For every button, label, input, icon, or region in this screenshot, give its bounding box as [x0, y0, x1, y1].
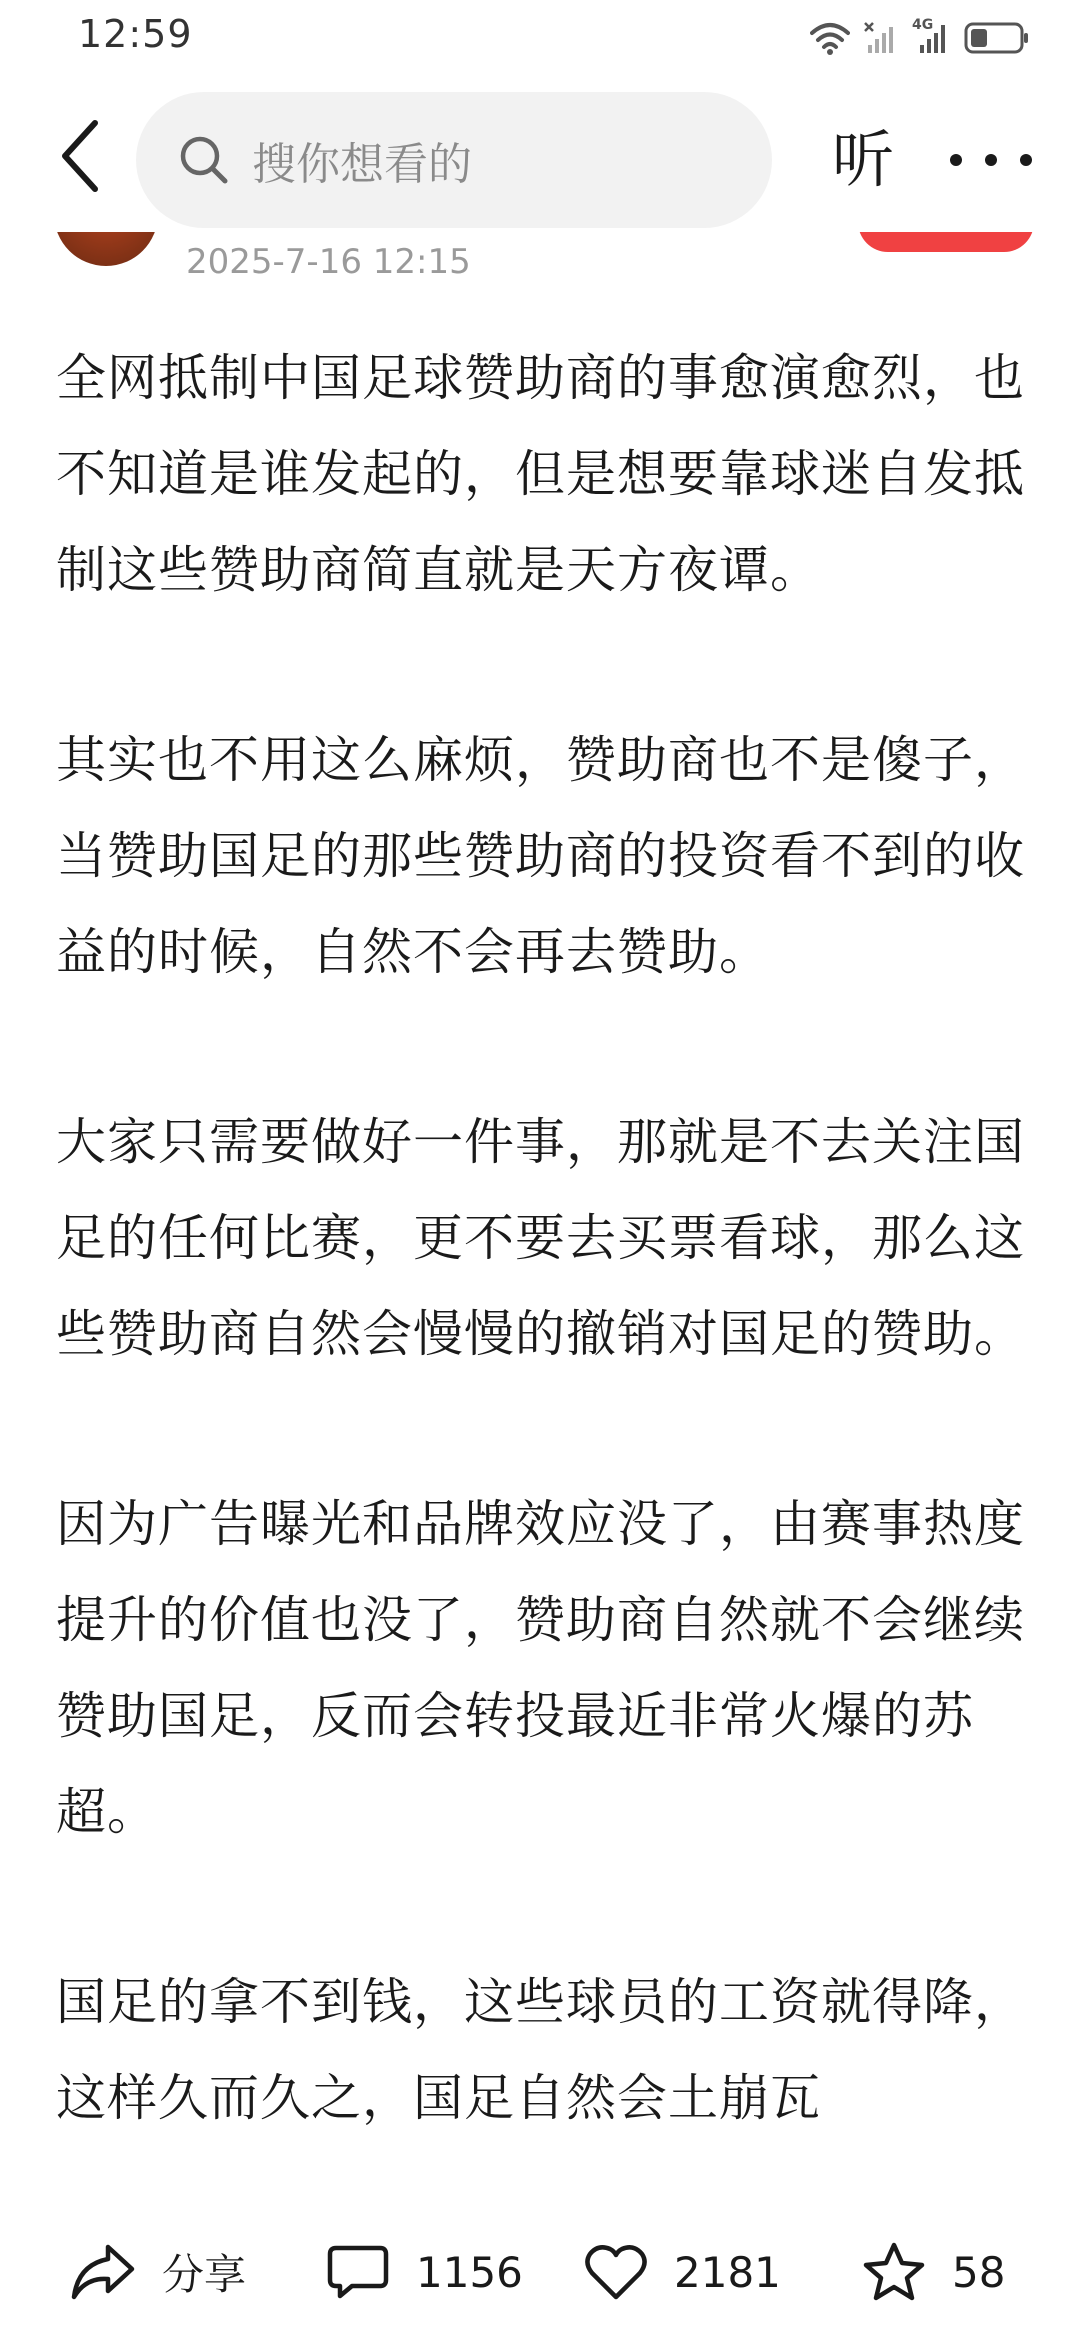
status-time: 12:59	[78, 12, 193, 56]
comment-button[interactable]	[326, 2232, 523, 2312]
status-bar	[0, 0, 1080, 80]
top-navigation-bar	[0, 90, 1080, 230]
wifi-icon	[810, 21, 850, 55]
share-label: 分享	[162, 2250, 247, 2299]
more-dot-icon	[1020, 154, 1032, 166]
article-paragraph: 国足的拿不到钱，这些球员的工资就得降，这样久而久之，国足自然会土崩瓦	[56, 1973, 1025, 2127]
article-paragraph: 其实也不用这么麻烦，赞助商也不是傻子，当赞助国足的那些赞助商的投资看不到的收益的时候，自然不会再去赞助。	[56, 731, 1025, 981]
favorite-button[interactable]	[862, 2232, 1005, 2312]
status-icons	[810, 16, 1030, 60]
share-button[interactable]	[70, 2232, 246, 2312]
like-button[interactable]	[584, 2232, 781, 2312]
avatar[interactable]	[54, 232, 158, 266]
comment-count: 1156	[416, 2247, 523, 2297]
article-paragraph: 全网抵制中国足球赞助商的事愈演愈烈，也不知道是谁发起的，但是想要靠球迷自发抵制这些赞助商简直就是天方夜谭。	[56, 349, 1025, 599]
heart-icon	[584, 2243, 648, 2301]
article-paragraph: 大家只需要做好一件事，那就是不去关注国足的任何比赛，更不要去买票看球，那么这些赞助商自然会慢慢的撤销对国足的赞助。	[56, 1113, 1025, 1363]
article-paragraph: 因为广告曝光和品牌效应没了，由赛事热度提升的价值也没了，赞助商自然就不会继续赞助国足，反而会转投最近非常火爆的苏超。	[56, 1495, 1025, 1841]
like-count: 2181	[674, 2247, 781, 2297]
bottom-action-bar	[0, 2204, 1080, 2340]
favorite-count: 58	[952, 2247, 1006, 2297]
more-dot-icon	[985, 154, 997, 166]
search-input[interactable]	[136, 92, 772, 228]
chevron-left-icon	[59, 119, 101, 197]
author-row	[0, 232, 1080, 288]
article-body	[56, 330, 1036, 2190]
star-icon	[862, 2241, 926, 2303]
comment-icon	[326, 2242, 390, 2302]
more-dot-icon	[950, 154, 962, 166]
search-placeholder: 搜你想看的	[252, 139, 472, 190]
no-signal-icon	[864, 21, 898, 55]
battery-icon	[964, 21, 1030, 55]
listen-button[interactable]: 听	[832, 123, 895, 196]
more-options-button[interactable]	[950, 120, 1032, 200]
post-timestamp: 2025-7-16 12:15	[186, 242, 471, 282]
search-icon	[178, 134, 230, 186]
follow-button[interactable]	[858, 232, 1034, 252]
signal-4g-icon	[912, 17, 950, 55]
share-icon	[70, 2241, 136, 2303]
network-type-label: 4G	[912, 17, 934, 33]
back-button[interactable]	[50, 116, 110, 200]
